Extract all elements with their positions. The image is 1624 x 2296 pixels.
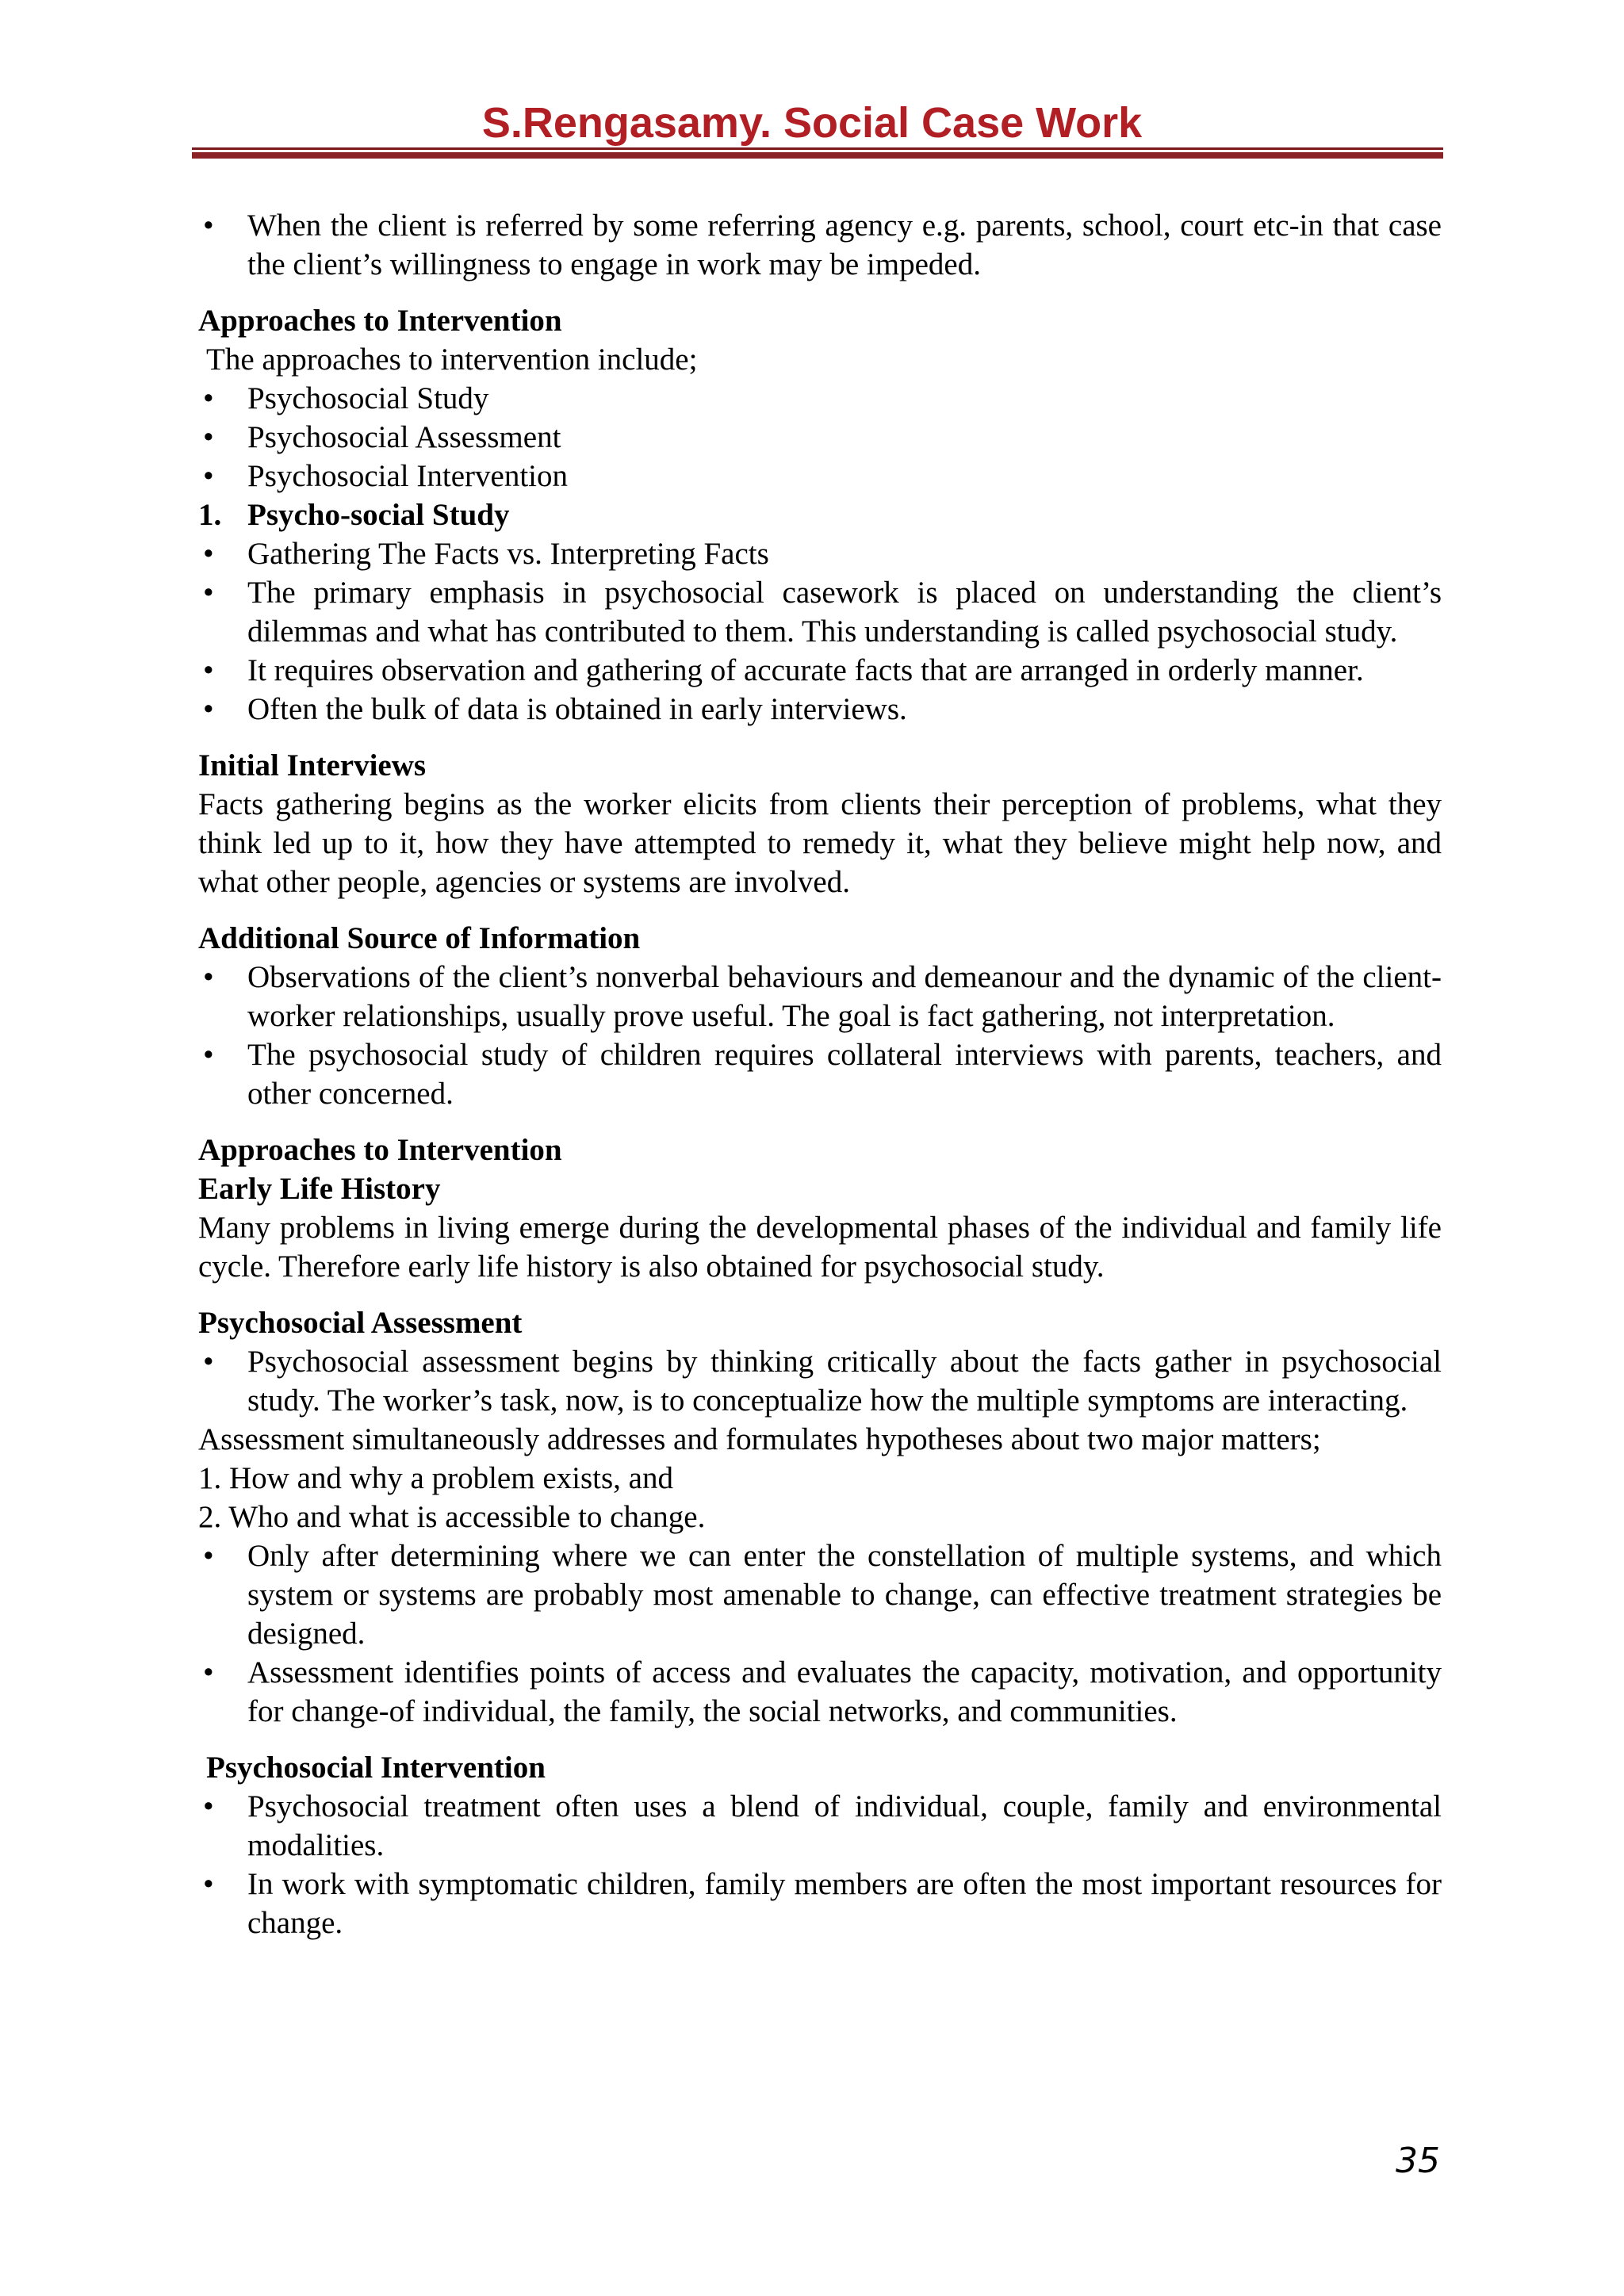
- header-rule-thick: [192, 152, 1443, 159]
- bullet-icon: •: [203, 381, 214, 415]
- section-heading-study: 1. Psycho-social Study: [198, 498, 510, 532]
- bullet-icon: •: [203, 1038, 214, 1072]
- bullet-icon: •: [203, 209, 214, 243]
- list-item: • When the client is referred by some referring agency e.g. parents, school, court etc-in that case the client’s willingness to engage in work may be impeded.: [198, 206, 1442, 284]
- assessment-line: Assessment simultaneously addresses and formulates hypotheses about two major matters;: [198, 1422, 1321, 1456]
- list-item: • The psychosocial study of children requires collateral interviews with parents, teachers, and other concerned.: [198, 1035, 1442, 1113]
- early-life-text: Many problems in living emerge during the developmental phases of the individual and family life cycle. Therefore early life history is also obtained for psychosocial study.: [198, 1211, 1442, 1284]
- section-heading-approaches: Approaches to Intervention: [198, 304, 562, 338]
- bullet-icon: •: [203, 1867, 214, 1901]
- list-item: • Often the bulk of data is obtained in early interviews.: [198, 690, 1442, 729]
- section-heading-approaches-2: Approaches to Intervention: [198, 1133, 562, 1167]
- section-heading-early-life: Early Life History: [198, 1172, 441, 1206]
- list-item: • Gathering The Facts vs. Interpreting Facts: [198, 534, 1442, 573]
- list-item: • Observations of the client’s nonverbal behaviours and demeanour and the dynamic of the client-worker relationships, usually prove useful. The goal is fact gathering, not interpretation.: [198, 958, 1442, 1035]
- bullet-icon: •: [203, 960, 214, 994]
- study-list: [198, 534, 1442, 729]
- assessment-list-2: [198, 1536, 1442, 1731]
- bullet-icon: •: [203, 459, 214, 493]
- list-item: • The primary emphasis in psychosocial casework is placed on understanding the client’s dilemmas and what has contributed to them. This understanding is called psychosocial study.: [198, 573, 1442, 651]
- approaches-intro: The approaches to intervention include;: [206, 342, 698, 377]
- list-item: • Psychosocial assessment begins by thinking critically about the facts gather in psychosocial study. The worker’s task, now, is to conceptualize how the multiple symptoms are interacting.: [198, 1342, 1442, 1420]
- bullet-icon: •: [203, 1655, 214, 1689]
- list-item: • Psychosocial treatment often uses a blend of individual, couple, family and environmental modalities.: [198, 1787, 1442, 1865]
- bullet-icon: •: [203, 1345, 214, 1379]
- bullet-icon: •: [203, 1539, 214, 1573]
- assessment-line: 1. How and why a problem exists, and: [198, 1461, 673, 1495]
- list-item: • Psychosocial Intervention: [198, 457, 1442, 496]
- document-body: [198, 206, 1442, 1942]
- list-item: • Psychosocial Study: [198, 379, 1442, 418]
- approaches-list: [198, 379, 1442, 496]
- intervention-list: [198, 1787, 1442, 1942]
- bullet-icon: •: [203, 537, 214, 571]
- bullet-icon: •: [203, 653, 214, 687]
- header-rule: [192, 147, 1443, 150]
- additional-source-list: [198, 958, 1442, 1113]
- bullet-icon: •: [203, 576, 214, 610]
- page-title: S.Rengasamy. Social Case Work: [481, 99, 1143, 147]
- list-item: • Psychosocial Assessment: [198, 418, 1442, 457]
- intro-list: [198, 206, 1442, 284]
- section-heading-assessment: Psychosocial Assessment: [198, 1306, 523, 1340]
- bullet-icon: •: [203, 420, 214, 454]
- list-item: • Only after determining where we can enter the constellation of multiple systems, and which system or systems are probably most amenable to change, can effective treatment strategies be designed.: [198, 1536, 1442, 1653]
- list-item: • Assessment identifies points of access and evaluates the capacity, motivation, and opportunity for change-of individual, the family, the social networks, and communities.: [198, 1653, 1442, 1731]
- assessment-list-1: [198, 1342, 1442, 1420]
- assessment-line: 2. Who and what is accessible to change.: [198, 1500, 706, 1534]
- page-number: 35: [1396, 2141, 1440, 2181]
- initial-interviews-text: Facts gathering begins as the worker elicits from clients their perception of problems, what they think led up to it, how they have attempted to remedy it, what they believe might help now, and what other people, agencies or systems are involved.: [198, 787, 1442, 899]
- list-item: • It requires observation and gathering of accurate facts that are arranged in orderly manner.: [198, 651, 1442, 690]
- bullet-icon: •: [203, 1789, 214, 1823]
- bullet-icon: •: [203, 692, 214, 726]
- section-heading-additional-source: Additional Source of Information: [198, 921, 641, 955]
- section-heading-initial-interviews: Initial Interviews: [198, 748, 427, 783]
- section-heading-intervention: Psychosocial Intervention: [206, 1751, 546, 1785]
- list-item: • In work with symptomatic children, family members are often the most important resources for change.: [198, 1865, 1442, 1942]
